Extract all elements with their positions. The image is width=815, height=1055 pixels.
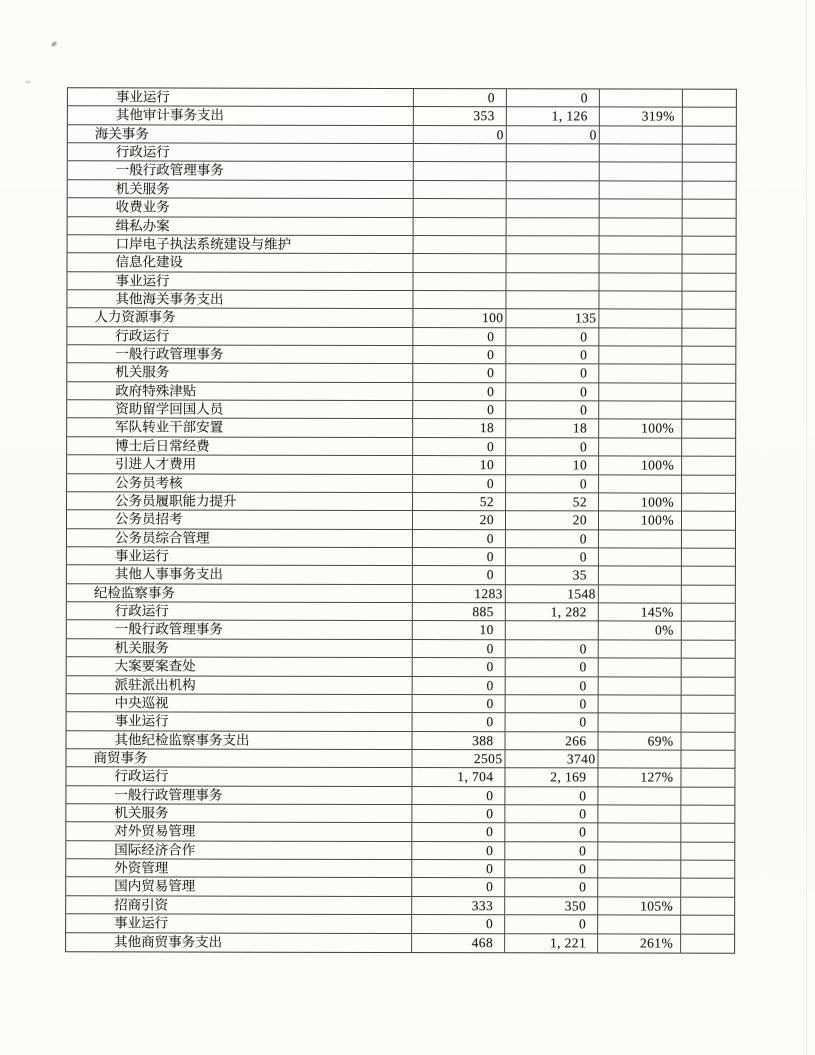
value2-cell: 18 [506,420,599,439]
extra-cell [683,218,736,236]
value1-cell [414,144,507,163]
extra-cell [683,236,736,254]
item-cell: 海关事务 [68,125,414,144]
percent-cell [599,714,682,733]
percent-cell: 100% [599,420,682,439]
value2-cell: 350 [505,897,598,916]
percent-cell [599,659,682,678]
value1-cell: 10 [413,456,506,475]
item-cell: 事业运行 [68,88,414,107]
extra-cell [682,438,735,456]
extra-cell [681,861,734,879]
extra-cell [682,347,735,365]
extra-cell [682,677,735,695]
extra-cell [682,604,735,622]
value2-cell: 35 [506,567,599,586]
value2-cell: 0 [505,787,598,806]
extra-cell [683,163,736,181]
value1-cell: 0 [413,677,506,696]
percent-cell [600,181,683,200]
percent-cell [598,824,681,843]
value1-cell: 333 [412,897,505,916]
scan-edge-shadow [806,0,807,1055]
value2-cell: 0 [505,805,598,824]
percent-cell [600,200,683,219]
value2-cell: 0 [506,383,599,402]
extra-cell [681,879,734,897]
percent-cell [600,218,683,237]
percent-cell: 261% [598,934,681,953]
extra-cell [681,842,734,860]
extra-cell [682,585,735,603]
percent-cell: 100% [599,493,682,512]
value1-cell: 388 [413,732,506,751]
item-cell: 引进人才费用 [67,455,413,474]
extra-cell [682,383,735,401]
value2-cell: 0 [507,126,600,145]
extra-cell [681,806,734,824]
value2-cell [507,144,600,163]
extra-cell [682,475,735,493]
extra-cell [682,549,735,567]
value2-cell: 0 [506,530,599,549]
item-cell: 事业运行 [67,547,413,566]
item-cell: 资助留学回国人员 [67,400,413,419]
value2-cell: 0 [506,713,599,732]
item-cell: 公务员履职能力提升 [67,492,413,511]
value2-cell: 0 [506,401,599,420]
value1-cell: 353 [414,107,507,126]
value1-cell: 100 [413,309,506,328]
value2-cell: 0 [506,658,599,677]
value2-cell: 0 [506,677,599,696]
extra-cell [682,530,735,548]
extra-cell [682,512,735,530]
value2-cell [507,199,600,218]
value1-cell [414,181,507,200]
extra-cell [683,181,736,199]
value2-cell: 52 [506,493,599,512]
item-cell: 机关服务 [66,804,412,823]
extra-cell [681,824,734,842]
value2-cell [507,218,600,237]
value1-cell: 885 [413,603,506,622]
value1-cell: 0 [413,475,506,494]
extra-cell [681,897,734,915]
percent-cell [598,861,681,880]
value2-cell: 266 [506,732,599,751]
percent-cell [599,438,682,457]
item-cell: 对外贸易管理 [66,823,412,842]
percent-cell [598,805,681,824]
percent-cell: 0% [599,622,682,641]
item-cell: 博士后日常经费 [67,437,413,456]
extra-cell [682,292,735,310]
item-cell: 中央巡视 [67,694,413,713]
percent-cell [598,750,681,769]
value2-cell: 0 [506,640,599,659]
extra-cell [682,714,735,732]
item-cell: 一般行政管理事务 [67,345,413,364]
item-cell: 行政运行 [66,768,412,787]
value1-cell: 0 [414,89,507,108]
item-cell: 一般行政管理事务 [67,621,413,640]
extra-cell [682,402,735,420]
percent-cell [600,255,683,274]
item-cell: 其他商贸事务支出 [66,933,412,952]
value1-cell: 0 [413,530,506,549]
value1-cell [414,236,507,255]
value1-cell: 2505 [412,750,505,769]
value1-cell: 0 [413,401,506,420]
percent-cell [598,879,681,898]
percent-cell [599,640,682,659]
value2-cell: 1, 282 [506,603,599,622]
percent-cell [599,402,682,421]
value2-cell: 0 [506,346,599,365]
extra-cell [683,90,736,108]
percent-cell [598,787,681,806]
value1-cell: 0 [412,878,505,897]
percent-cell [598,916,681,935]
extra-cell [683,255,736,273]
extra-cell [681,787,734,805]
extra-cell [681,769,734,787]
value1-cell [414,218,507,237]
value2-cell: 0 [505,879,598,898]
item-cell: 行政运行 [67,602,413,621]
item-cell: 公务员考核 [67,474,413,493]
value1-cell: 0 [413,566,506,585]
value2-cell [507,181,600,200]
item-cell: 事业运行 [67,272,413,291]
extra-cell [682,420,735,438]
percent-cell [598,842,681,861]
value2-cell: 3740 [505,750,598,769]
percent-cell: 100% [599,457,682,476]
percent-cell [599,310,682,329]
value1-cell [413,291,506,310]
extra-cell [682,622,735,640]
value1-cell [414,199,507,218]
item-cell: 行政运行 [67,327,413,346]
value1-cell: 0 [413,383,506,402]
percent-cell [599,475,682,494]
value1-cell: 18 [413,419,506,438]
item-cell: 招商引资 [66,896,412,915]
item-cell: 缉私办案 [68,217,414,236]
item-cell: 其他人事事务支出 [67,566,413,585]
value1-cell: 1283 [413,585,506,604]
value1-cell: 0 [413,438,506,457]
percent-cell [600,126,683,145]
value1-cell: 0 [412,787,505,806]
item-cell: 军队转业干部安置 [67,419,413,438]
item-cell: 外资管理 [66,859,412,878]
scan-speck [25,81,31,83]
percent-cell [599,365,682,384]
scan-speck [51,40,58,47]
item-cell: 国内贸易管理 [66,878,412,897]
value1-cell: 0 [413,640,506,659]
item-cell: 其他纪检监察事务支出 [67,731,413,750]
percent-cell [600,236,683,255]
item-cell: 机关服务 [67,364,413,383]
extra-cell [681,751,734,769]
value2-cell: 0 [505,842,598,861]
value2-cell: 1548 [506,585,599,604]
item-cell: 政府特殊津贴 [67,382,413,401]
extra-cell [682,328,735,346]
budget-table [65,87,737,953]
value1-cell: 0 [412,842,505,861]
value2-cell [506,622,599,641]
value1-cell: 0 [413,364,506,383]
item-cell: 公务员综合管理 [67,529,413,548]
percent-cell [599,291,682,310]
value1-cell: 0 [413,346,506,365]
item-cell: 派驻派出机构 [67,676,413,695]
value2-cell [507,163,600,182]
value1-cell: 0 [413,548,506,567]
value2-cell: 0 [506,548,599,567]
item-cell: 收费业务 [68,198,414,217]
value2-cell: 1, 221 [505,934,598,953]
percent-cell [599,273,682,292]
value2-cell: 0 [505,824,598,843]
item-cell: 其他海关事务支出 [67,290,413,309]
extra-cell [682,640,735,658]
value1-cell: 20 [413,511,506,530]
extra-cell [681,934,734,952]
item-cell: 一般行政管理事务 [68,162,414,181]
extra-cell [683,200,736,218]
extra-cell [682,567,735,585]
value1-cell: 0 [412,823,505,842]
value1-cell: 0 [413,713,506,732]
percent-cell: 127% [598,769,681,788]
item-cell: 事业运行 [66,914,412,933]
value2-cell [507,254,600,273]
extra-cell [682,695,735,713]
percent-cell [599,530,682,549]
item-cell: 公务员招考 [67,511,413,530]
percent-cell [600,163,683,182]
percent-cell: 145% [599,603,682,622]
extra-cell [683,126,736,144]
item-cell: 人力资源事务 [67,309,413,328]
item-cell: 纪检监察事务 [67,584,413,603]
extra-cell [683,145,736,163]
item-cell: 国际经济合作 [66,841,412,860]
extra-cell [682,493,735,511]
percent-cell: 105% [598,897,681,916]
value2-cell: 20 [506,511,599,530]
item-cell: 商贸事务 [66,749,412,768]
value2-cell [506,273,599,292]
item-cell: 信息化建设 [68,254,414,273]
value1-cell [414,162,507,181]
value2-cell: 0 [506,475,599,494]
value1-cell: 0 [412,860,505,879]
value1-cell: 52 [413,493,506,512]
extra-cell [682,659,735,677]
value1-cell: 0 [414,126,507,145]
value2-cell: 0 [506,328,599,347]
value2-cell: 2, 169 [505,769,598,788]
extra-cell [682,310,735,328]
value2-cell: 0 [506,365,599,384]
percent-cell [599,328,682,347]
extra-cell [682,457,735,475]
value2-cell: 0 [507,89,600,108]
percent-cell [599,677,682,696]
value2-cell: 0 [506,438,599,457]
extra-cell [682,273,735,291]
value1-cell: 0 [412,915,505,934]
value1-cell: 0 [413,658,506,677]
percent-cell [599,548,682,567]
value2-cell [507,236,600,255]
item-cell: 机关服务 [67,639,413,658]
extra-cell [681,916,734,934]
percent-cell [599,567,682,586]
extra-cell [682,732,735,750]
value1-cell [413,273,506,292]
item-cell: 口岸电子执法系统建设与维护 [68,235,414,254]
item-cell: 其他审计事务支出 [68,107,414,126]
item-cell: 事业运行 [67,713,413,732]
value1-cell: 0 [413,328,506,347]
value1-cell [414,254,507,273]
value2-cell: 0 [506,695,599,714]
item-cell: 机关服务 [68,180,414,199]
percent-cell: 69% [599,732,682,751]
item-cell: 一般行政管理事务 [66,786,412,805]
extra-cell [683,108,736,126]
value2-cell: 0 [505,860,598,879]
percent-cell [600,89,683,108]
value2-cell: 0 [505,915,598,934]
value2-cell: 10 [506,456,599,475]
percent-cell: 100% [599,512,682,531]
value1-cell: 0 [413,695,506,714]
percent-cell [599,383,682,402]
value2-cell: 135 [506,310,599,329]
percent-cell [599,695,682,714]
percent-cell [600,144,683,163]
percent-cell [599,346,682,365]
value1-cell: 10 [413,621,506,640]
value2-cell: 1, 126 [507,108,600,127]
percent-cell: 319% [600,108,683,127]
value2-cell [506,291,599,310]
value1-cell: 0 [412,805,505,824]
value1-cell: 1, 704 [412,768,505,787]
item-cell: 大案要案查处 [67,657,413,676]
item-cell: 行政运行 [68,143,414,162]
percent-cell [599,585,682,604]
extra-cell [682,365,735,383]
value1-cell: 468 [412,934,505,953]
